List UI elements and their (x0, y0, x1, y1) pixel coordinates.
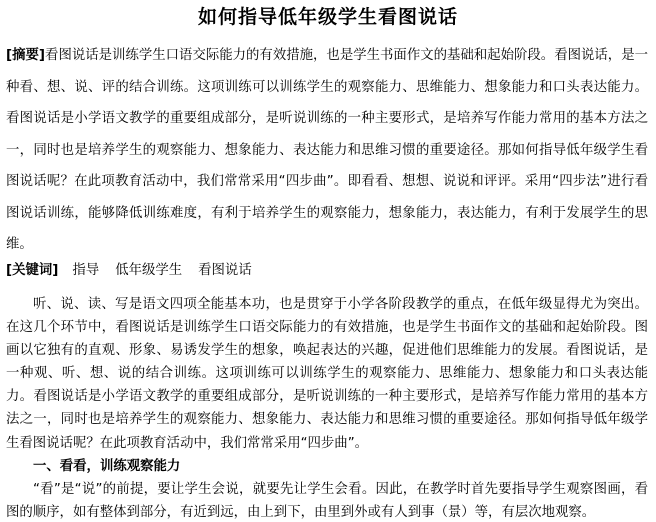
body-text (6, 293, 648, 522)
body-paragraph: 听、说、读、写是语文四项全能基本功，也是贯穿于小学各阶段教学的重点，在低年级显得尤为突出。在这几个环节中，看图说话是训练学生口语交际能力的有效措施，也是学生书面作文的基础和起始阶段。图画以它独有的直观、形象、易诱发学生的想象，唤起表达的兴趣，促进他们思维能力的发展。看图说话，是一种观、听、想、说的结合训练。这项训练可以训练学生的观察能力、思维能力、想象能力和口头表达能力。看图说话是小学语文教学的重要组成部分，是听说训练的一种主要形式，是培养写作能力常用的基本方法之一，同时也是培养学生的观察能力、想象能力、表达能力和思维习惯的重要途径。那如何指导低年级学生看图说话呢？在此项教育活动中，我们常常采用“四步曲”。 (6, 297, 648, 451)
abstract-text: 看图说话是训练学生口语交际能力的有效措施，也是学生书面作文的基础和起始阶段。看图说话，是一种看、想、说、评的结合训练。这项训练可以训练学生的观察能力、思维能力、想象能力和口头表达能力。看图说话是小学语文教学的重要组成部分，是听说训练的一种主要形式，是培养写作能力常用的基本方法之一，同时也是培养学生的观察能力、想象能力、表达能力和思维习惯的重要途径。那如何指导低年级学生看图说话呢？在此项教育活动中，我们常常采用“四步曲”。即看看、想想、说说和评评。采用“四步法”进行看图说话训练，能够降低训练难度，有利于培养学生的观察能力，想象能力，表达能力，有利于发展学生的思维。 (6, 48, 648, 252)
keyword-item: 看图说话 (198, 263, 252, 278)
keyword-item: 低年级学生 (115, 263, 183, 278)
abstract-block (6, 40, 648, 261)
document-title: 如何指导低年级学生看图说话 (197, 6, 458, 28)
abstract-label: [摘要] (6, 48, 46, 63)
keywords-label: [关键词] (6, 263, 59, 278)
keywords-block (6, 259, 648, 283)
section-heading: 一、看看，训练观察能力 (33, 458, 181, 474)
keyword-item: 指导 (72, 263, 100, 278)
body-paragraph: “看”是“说”的前提，要让学生会说，就要先让学生会看。因此，在教学时首先要指导学生观察图画，看图的顺序，如有整体到部分，有近到远，由上到下，由里到外或有人到事（景）等，有层次地观察。 (6, 481, 648, 520)
